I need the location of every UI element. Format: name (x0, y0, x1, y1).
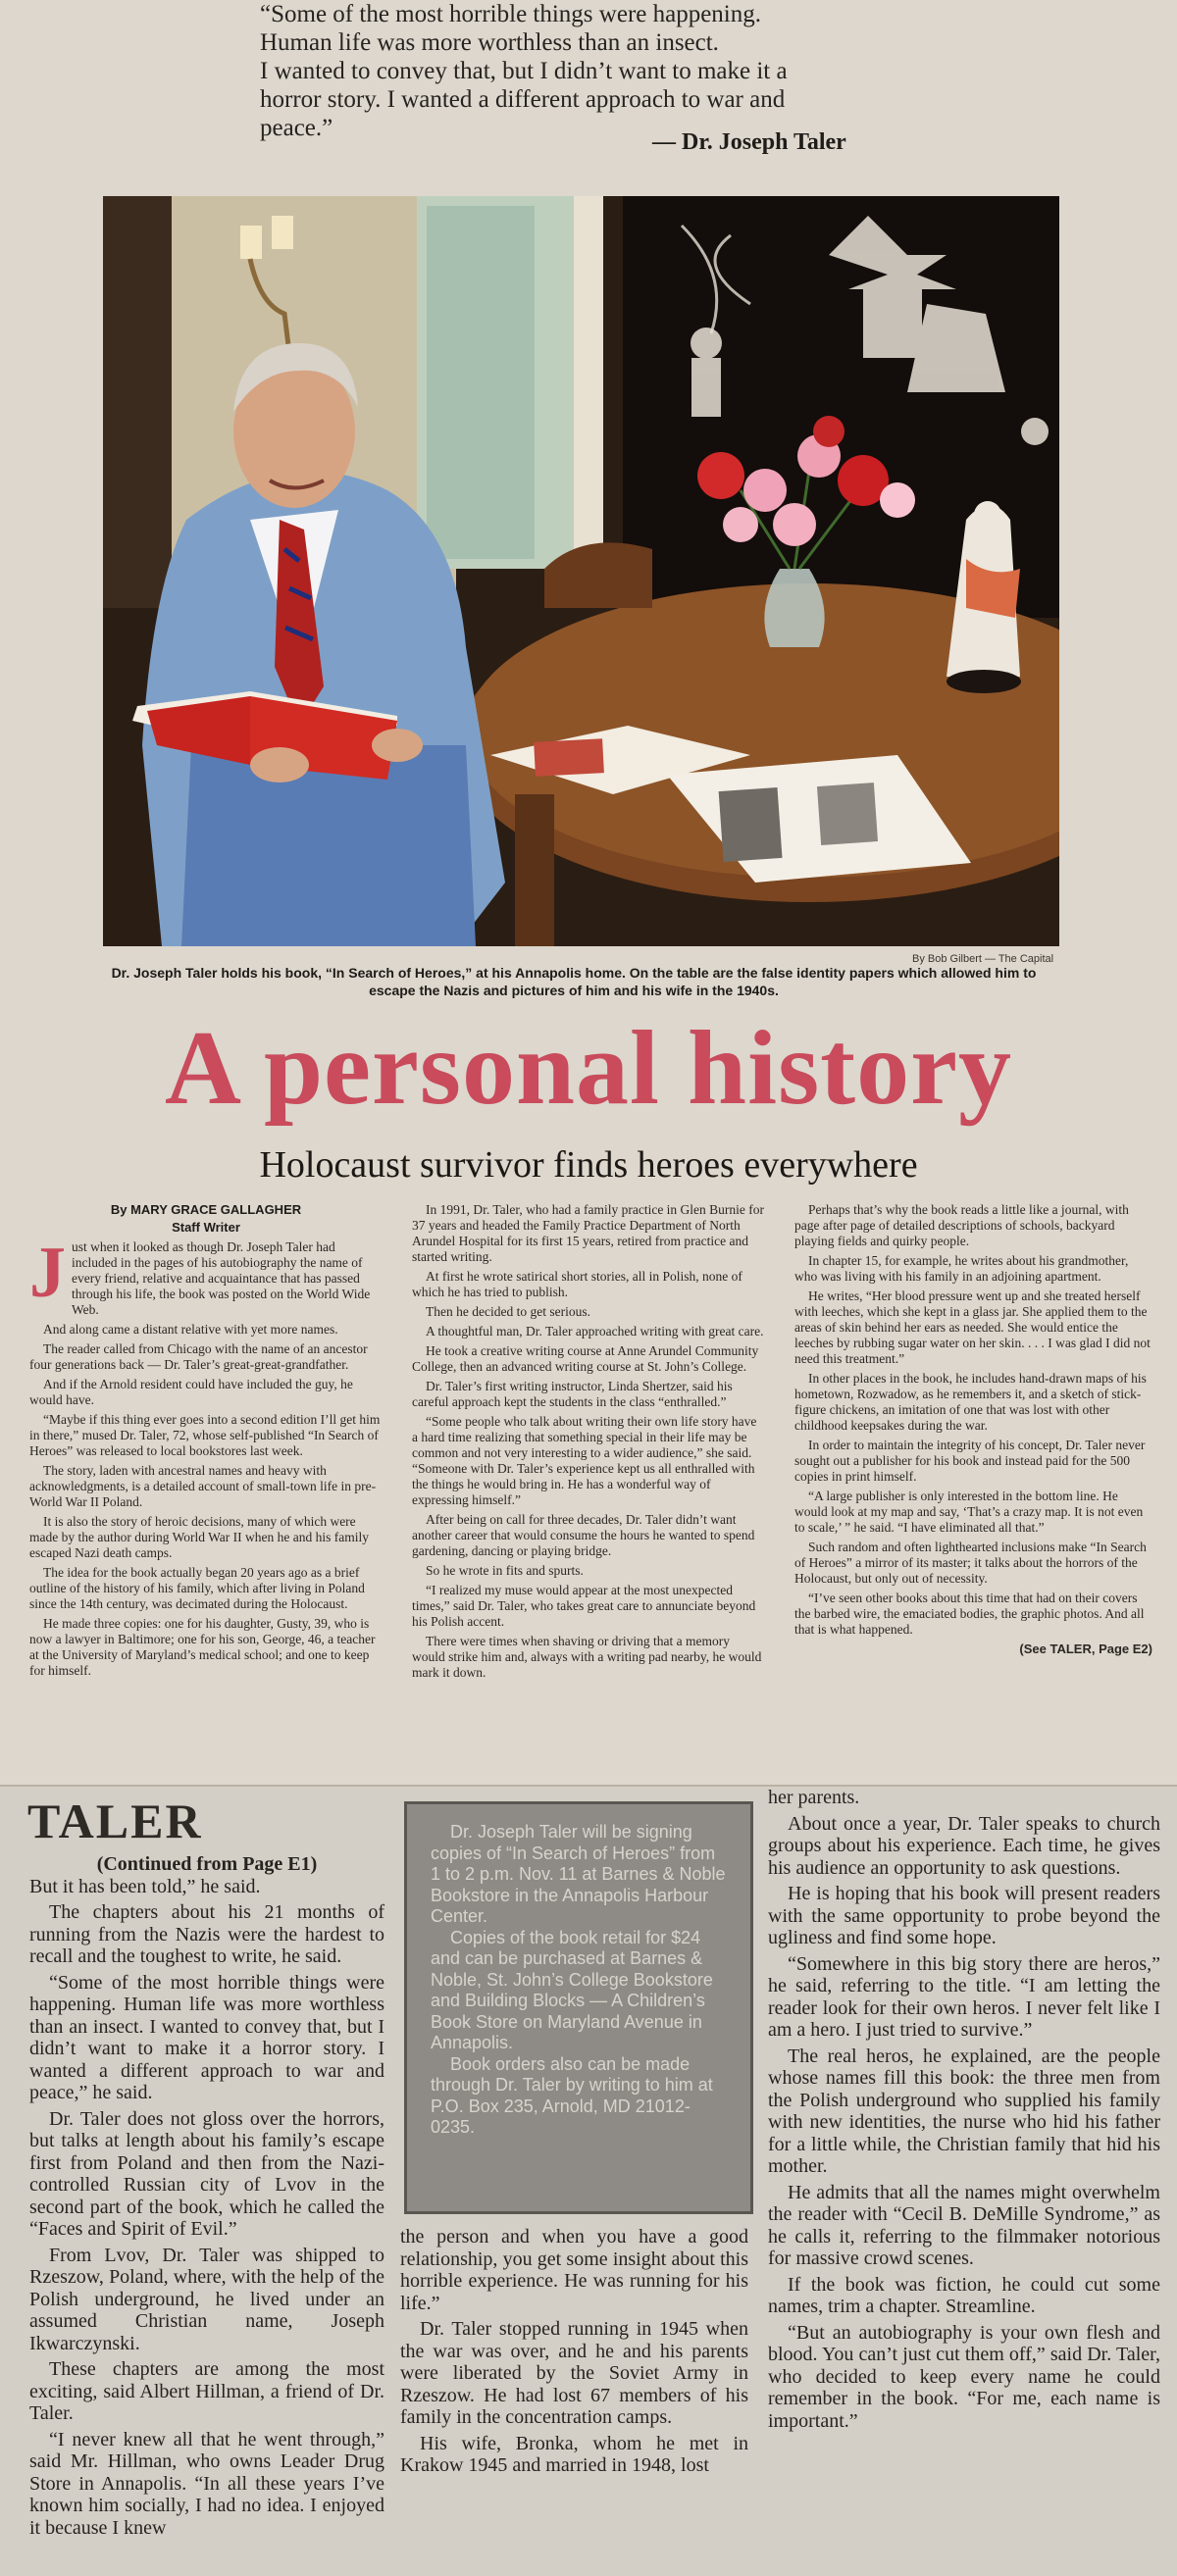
pull-quote-attribution: — Dr. Joseph Taler (652, 129, 846, 155)
subheadline: Holocaust survivor finds heroes everywhere (259, 1144, 918, 1186)
paragraph: “I realized my muse would appear at the most unexpected times,” said Dr. Taler, who takes great care to annunciate beyond his Polish accent. (412, 1583, 756, 1629)
paragraph: In 1991, Dr. Taler, who had a family practice in Glen Burnie for 37 years and headed the Family Practice Department of North Arundel Hospital for its first 15 years, retired from practice and started writing. (412, 1202, 765, 1264)
paragraph: “I’ve seen other books about this time that had on their covers the barbed wire, the emaciated bodies, the graphic photos. And all that is what happened. (794, 1591, 1145, 1637)
jump-column-3 (768, 1787, 1160, 2436)
paragraph: “A large publisher is only interested in the bottom line. He would look at my map and say, ‘That’s a crazy map. It is not even to scale,’ ” he said. “I have eliminated all that.” (794, 1489, 1144, 1535)
continued-note: (See TALER, Page E2) (1019, 1642, 1152, 1656)
paragraph: “Somewhere in this big story there are heros,” he said, referring to the title. “I am letting the reader look for their own heros. I never felt like I am a hero. I just tried to survive.” (768, 1952, 1160, 2041)
paragraph: The real heros, he explained, are the people whose names fill this book: the three men from the Polish underground who supplied his family with new identities, the nurse who hid his father for a little while, the Christian family that hid his mother. (768, 2045, 1160, 2177)
paragraph: About once a year, Dr. Taler speaks to church groups about his experience. Each time, he gives his audience an opportunity to ask questions. (768, 1812, 1160, 1879)
paragraph: Dr. Taler’s first writing instructor, Linda Shertzer, said his careful approach kept the students in the class “enthralled.” (412, 1379, 733, 1409)
jump-title: TALER (27, 1793, 203, 1848)
paragraph: After being on call for three decades, Dr. Taler didn’t want another career that would consume the hours he wanted to spend gardening, dancing or playing bridge. (412, 1512, 755, 1558)
paragraph: There were times when shaving or driving that a memory would strike him and, always with a writing pad nearby, he would mark it down. (412, 1634, 762, 1680)
lead-paragraph (29, 1233, 383, 1318)
pull-quote-line: horror story. I wanted a different approach to war and (260, 86, 786, 113)
jump-column-1 (29, 1853, 384, 2543)
paragraph: The chapters about his 21 months of running from the Nazis were the hardest to recall and the toughest to write, he said. (29, 1901, 384, 1967)
paragraph: Such random and often lighthearted inclusions make “In Search of Heroes” a mirror of its master; it talks about the horrors of the Holocaust, but only out of necessity. (794, 1540, 1147, 1586)
paragraph: In other places in the book, he includes hand-drawn maps of his hometown, Rozwadow, as he remembers it, and a sketch of stick-figure chickens, an imitation of one that was lost with other childhood keepsakes during the war. (794, 1371, 1147, 1433)
headline: A personal history (164, 1010, 1013, 1127)
pull-quote-line: Human life was more worthless than an insect. (260, 29, 719, 56)
photo-caption: Dr. Joseph Taler holds his book, “In Search of Heroes,” at his Annapolis home. On the table are the false identity papers which allowed him to escape the Nazis and pictures of him and his wife in the 1940s. (111, 965, 1037, 998)
jump-column-2 (400, 2226, 748, 2481)
info-paragraph: Dr. Joseph Taler will be signing copies of “In Search of Heroes” from 1 to 2 p.m. Nov. 11 at Barnes & Noble Bookstore in the Annapolis Harbour Center. (431, 1822, 726, 1926)
paragraph: her parents. (768, 1787, 860, 1808)
paragraph: And if the Arnold resident could have included the guy, he would have. (29, 1377, 353, 1407)
paragraph: His wife, Bronka, whom he met in Krakow 1945 and married in 1948, lost (400, 2432, 748, 2476)
paragraph: If the book was fiction, he could cut some names, trim a chapter. Streamline. (768, 2273, 1160, 2317)
paragraph: “But an autobiography is your own flesh and blood. You can’t just cut them off,” said Dr. Taler, who decided to keep every name he could remember in the book. “For me, each name is important.” (768, 2321, 1160, 2432)
info-paragraph: Book orders also can be made through Dr. Taler by writing to him at P.O. Box 235, Arnold, MD 21012-0235. (431, 2053, 713, 2137)
pull-quote-line: peace.” (260, 115, 333, 141)
article-column-1 (29, 1202, 383, 1683)
pull-quote-line: “Some of the most horrible things were happening. (260, 1, 761, 27)
paragraph: Then he decided to get serious. (426, 1304, 590, 1319)
paragraph: the person and when you have a good relationship, you get some insight about this horrible experience. He was running for his life.” (400, 2226, 748, 2314)
paragraph: “Some of the most horrible things were happening. Human life was more worthless than an insect. I wanted to convey that, but I didn’t want to make it a horror story. I wanted a different approach to war and peace,” he said. (29, 1971, 384, 2103)
article-column-3 (794, 1202, 1152, 1657)
drop-cap: J (29, 1233, 66, 1313)
paragraph: But it has been told,” he said. (29, 1875, 261, 1897)
book-signing-info-box (404, 1801, 753, 2214)
byline: By MARY GRACE GALLAGHER (110, 1202, 302, 1217)
paragraph: He took a creative writing course at Anne Arundel Community College, then an advanced writing course at St. John’s College. (412, 1343, 759, 1374)
paragraph: From Lvov, Dr. Taler was shipped to Rzeszow, Poland, where, with the help of the Polish underground, he lived under an assumed Christian name, Joseph Ikwarczynski. (29, 2244, 384, 2354)
photo-credit: By Bob Gilbert — The Capital (912, 953, 1054, 965)
pull-quote-line: I wanted to convey that, but I didn’t want to make it a (260, 58, 788, 84)
paragraph: Dr. Taler stopped running in 1945 when the war was over, and he and his parents were liberated by the Soviet Army in Rzeszow. He had lost 67 members of his family in the concentration camps. (400, 2318, 748, 2428)
paragraph: “Maybe if this thing ever goes into a second edition I’ll get him in there,” mused Dr. Taler, 72, whose self-published “In Search of Heroes” was released to local bookstores last week. (29, 1412, 381, 1458)
article-column-2 (412, 1202, 765, 1685)
paragraph: He made three copies: one for his daughter, Gusty, 39, who is now a lawyer in Baltimore; one for his son, George, 46, a teacher at the University of Maryland’s medical school; and one to keep for himself. (29, 1616, 376, 1678)
paragraph: These chapters are among the most exciting, said Albert Hillman, a friend of Dr. Taler. (29, 2358, 384, 2424)
paragraph: Perhaps that’s why the book reads a little like a journal, with page after page of detailed descriptions of schools, backyard playing fields and quirky people. (794, 1202, 1129, 1248)
paragraph: “Some people who talk about writing their own life story have a hard time realizing that something special in their life may be common and not very interesting to a wider audience,” she said. “Someone with Dr. Taler’s experience kept us all enthralled with the things he would bring in. He has a wonderful way of expressing himself.” (412, 1414, 757, 1507)
paragraph: And along came a distant relative with yet more names. (43, 1322, 338, 1337)
article-photo (103, 196, 1059, 946)
paragraph: He writes, “Her blood pressure went up and she treated herself with leeches, which she kept in a glass jar. She applied them to the areas of skin behind her ears as needed. She would entice the leeches by rubbing sugar water on her skin. . . . I was glad I did not need this treatment.” (794, 1288, 1151, 1366)
paragraph: The reader called from Chicago with the name of an ancestor four generations back — Dr. Taler’s great-great-grandfather. (29, 1341, 368, 1372)
paragraph: “I never knew all that he went through,” said Mr. Hillman, who owns Leader Drug Store in Annapolis. “In all these years I’ve known him socially, I had no idea. I enjoyed it because I knew (29, 2428, 384, 2539)
paragraph: He admits that all the names might overwhelm the reader with “Cecil B. DeMille Syndrome,” as he calls it, referring to the filmmaker notorious for massive crowd scenes. (768, 2181, 1160, 2269)
paragraph: It is also the story of heroic decisions, many of which were made by the author during World War II when he and his family escaped Nazi death camps. (29, 1514, 369, 1560)
byline-role: Staff Writer (172, 1220, 240, 1235)
paragraph: He is hoping that his book will present readers with the same opportunity to probe beyond the ugliness and find some hope. (768, 1883, 1160, 1948)
lead-text: ust when it looked as though Dr. Joseph Taler had included in the pages of his autobiography the name of every friend, relative and acquaintance that has passed through his life, the book was posted on the World Wide Web. (72, 1239, 371, 1317)
paragraph: In chapter 15, for example, he writes about his grandmother, who was living with his family in an adjoining apartment. (794, 1253, 1129, 1284)
paragraph: In order to maintain the integrity of his concept, Dr. Taler never sought out a publisher for his book and instead paid for the 500 copies in print himself. (794, 1438, 1146, 1484)
info-paragraph: Copies of the book retail for $24 and can be purchased at Barnes & Noble, St. John’s College Bookstore and Building Blocks — A Children’s Book Store on Maryland Avenue in Annapolis. (431, 1927, 713, 2052)
paragraph: At first he wrote satirical short stories, all in Polish, none of which he has tried to publish. (412, 1269, 742, 1299)
paragraph: So he wrote in fits and spurts. (426, 1563, 584, 1578)
paragraph: A thoughtful man, Dr. Taler approached writing with great care. (426, 1324, 764, 1339)
pull-quote (260, 0, 888, 142)
paragraph: The idea for the book actually began 20 years ago as a brief outline of the history of his family, which after living in Poland since the 14th century, was decimated during the Holocaust. (29, 1565, 365, 1611)
continued-from: (Continued from Page E1) (96, 1853, 318, 1875)
paragraph: Dr. Taler does not gloss over the horrors, but talks at length about his family’s escape first from Poland and then from the Nazi-controlled Russian city of Lvov in the second part of the book, which he called the “Faces and Spirit of Evil.” (29, 2107, 384, 2240)
paragraph: The story, laden with ancestral names and heavy with acknowledgments, is a detailed account of small-town life in pre-World War II Poland. (29, 1463, 377, 1509)
